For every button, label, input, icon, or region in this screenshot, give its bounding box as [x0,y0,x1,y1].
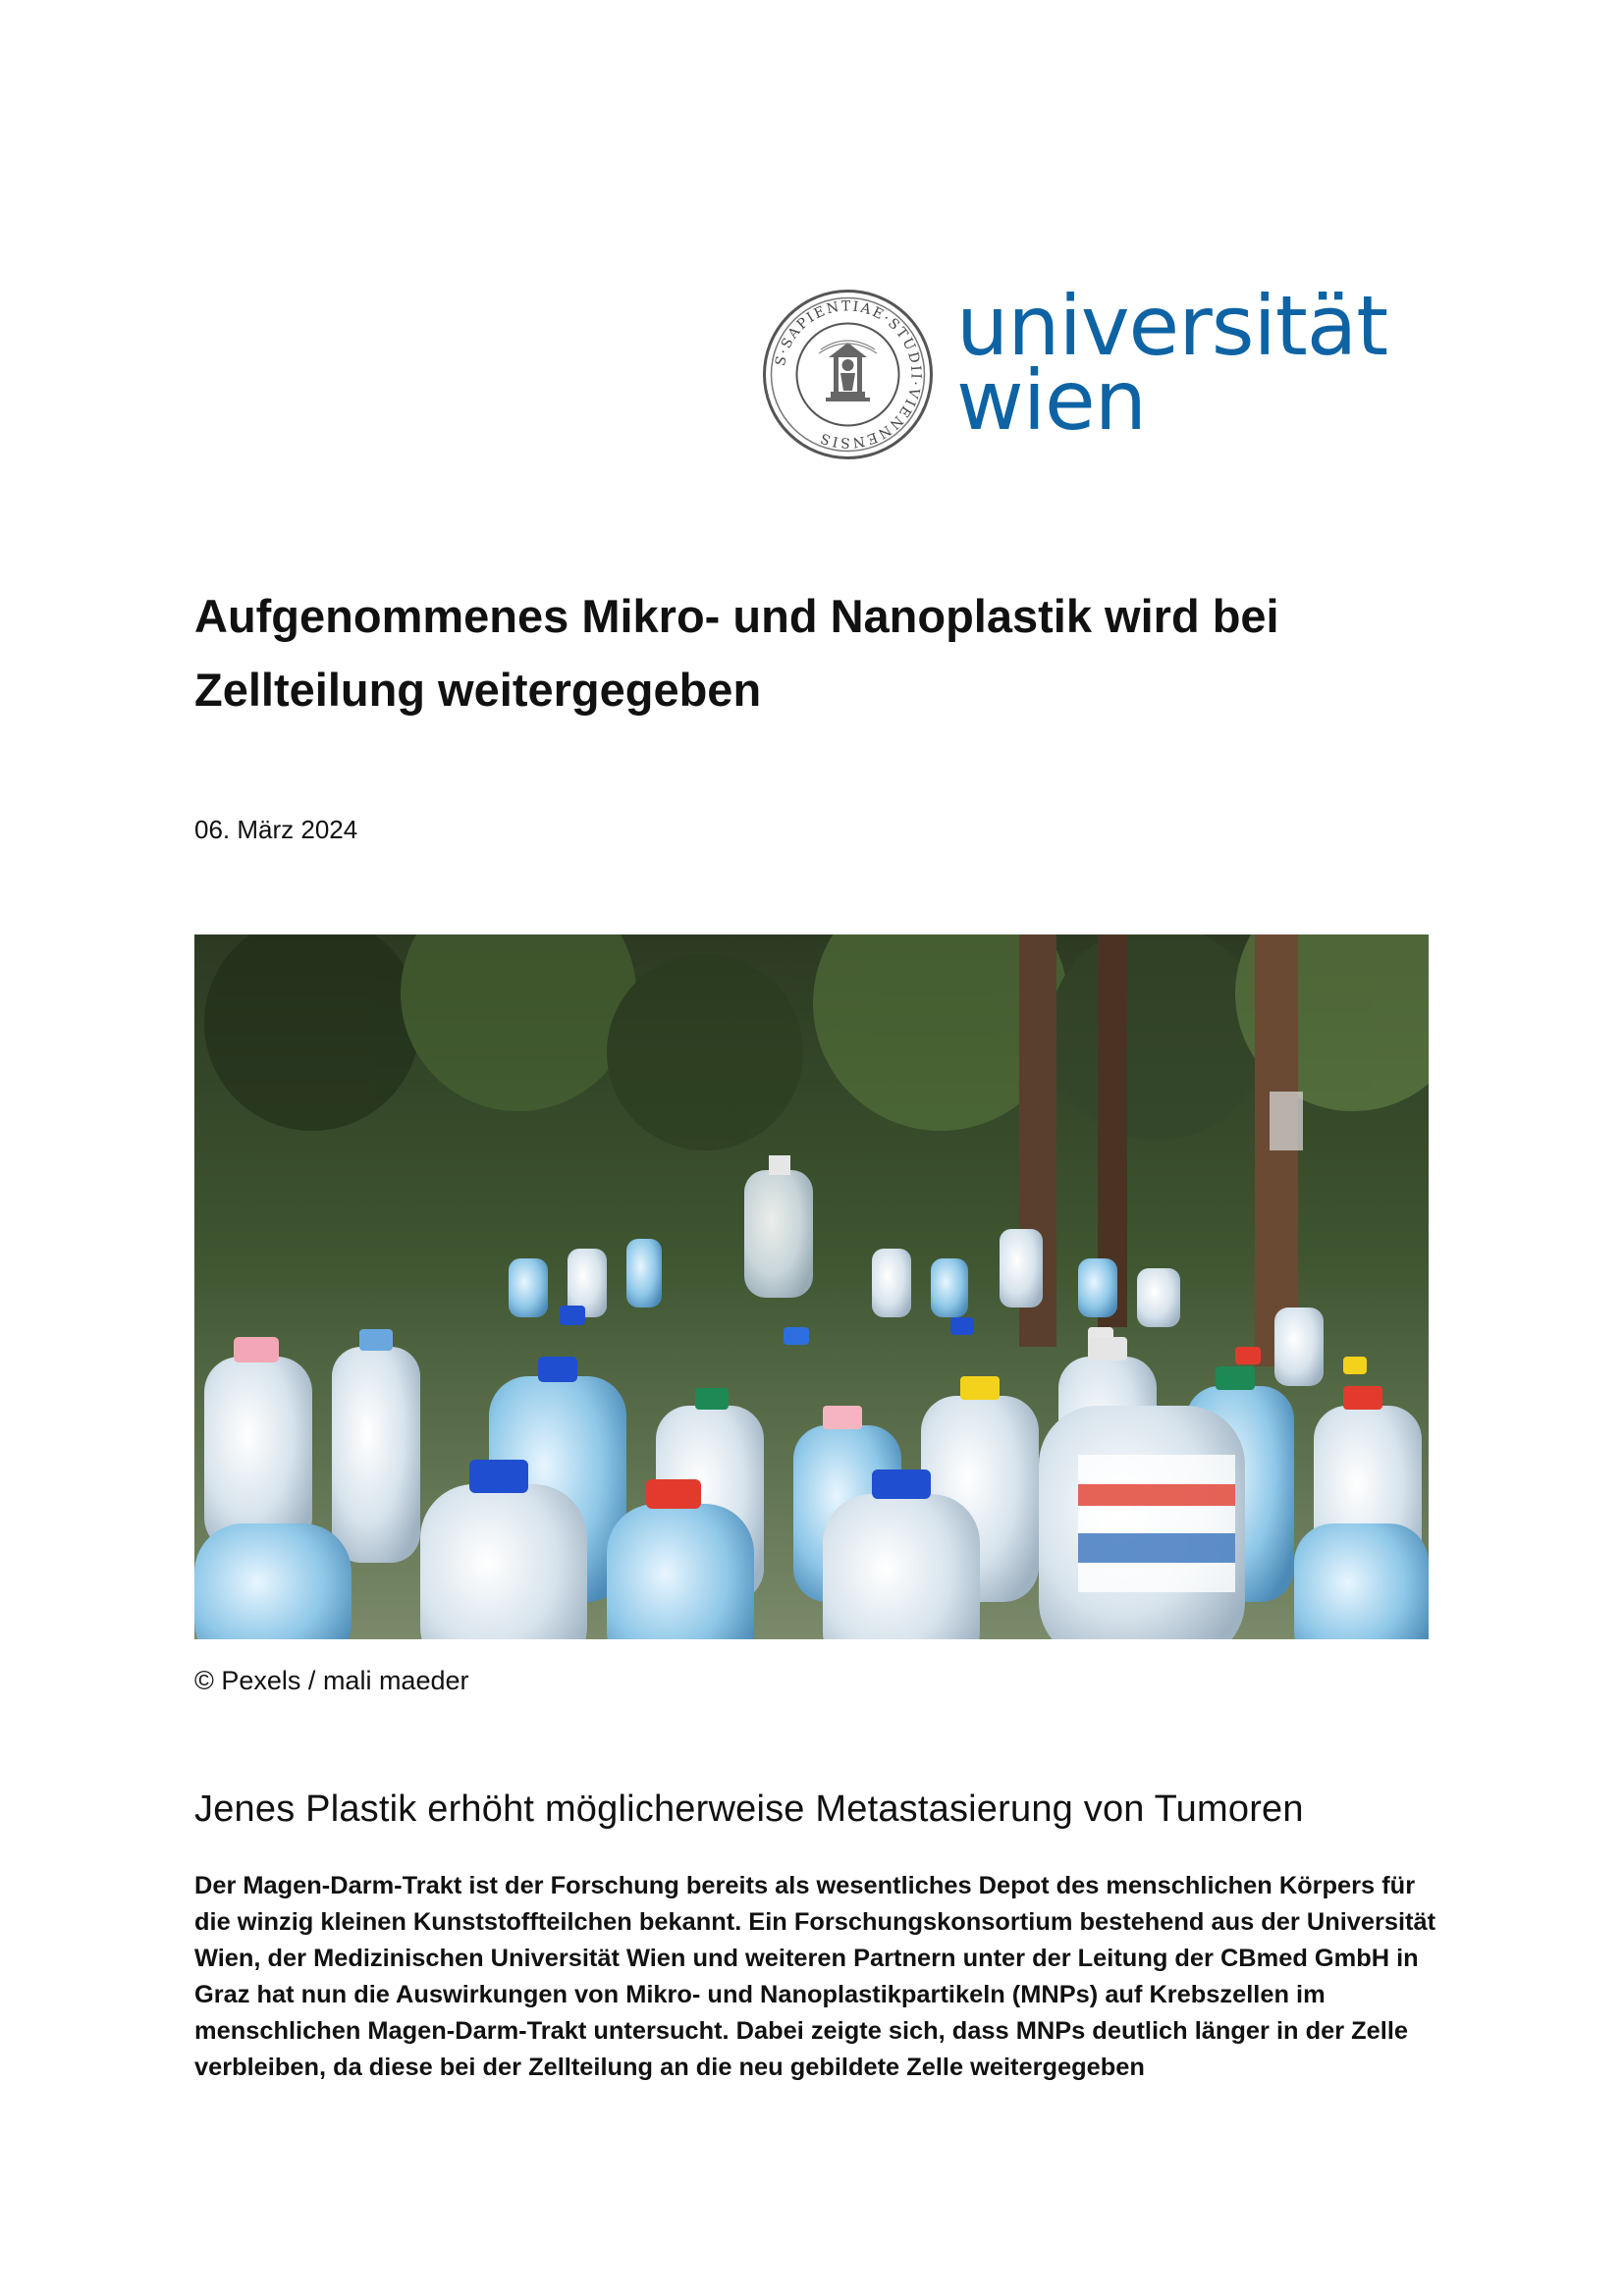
wordmark-line-2: wien [956,352,1146,449]
university-seal-icon [762,289,934,460]
article-title: Aufgenommenes Mikro- und Nanoplastik wird bei Zellteilung weitergegeben [194,590,1279,716]
university-wordmark [956,278,1388,449]
article-subheading: Jenes Plastik erhöht möglicherweise Metastasierung von Tumoren [194,1789,1304,1830]
article-photo-plastic-bottles [194,934,1429,1639]
article-date: 06. März 2024 [194,815,358,844]
wordmark-line-1: universität [956,278,1388,374]
article-body-lead: Der Magen-Darm-Trakt ist der Forschung bereits als wesentliches Depot des menschlichen Körpers für die winzig kleinen Kunststoffteilchen bekannt. Ein Forschungskonsortium bestehend aus der Universität Wien, der Medizinischen Universität Wien und weiteren Partnern unter der Leitung der CBmed GmbH in Graz hat nun die Auswirkungen von Mikro- und Nanoplastikpartikeln (MNPs) auf Krebszellen im menschlichen Magen-Darm-Trakt untersucht. Dabei zeigte sich, dass MNPs deutlich länger in der Zelle verbleiben, da diese bei der Zellteilung an die neu gebildete Zelle weitergegeben [194,1872,1436,2081]
university-logo [762,278,1400,460]
svg-text:S·SAPIENTIAE·STUDII·VIENNENSIS: S·SAPIENTIAE·STUDII·VIENNENSIS [773,298,924,451]
image-credit: © Pexels / mali maeder [194,1666,469,1695]
plastic-bottles-image [194,934,1429,1639]
